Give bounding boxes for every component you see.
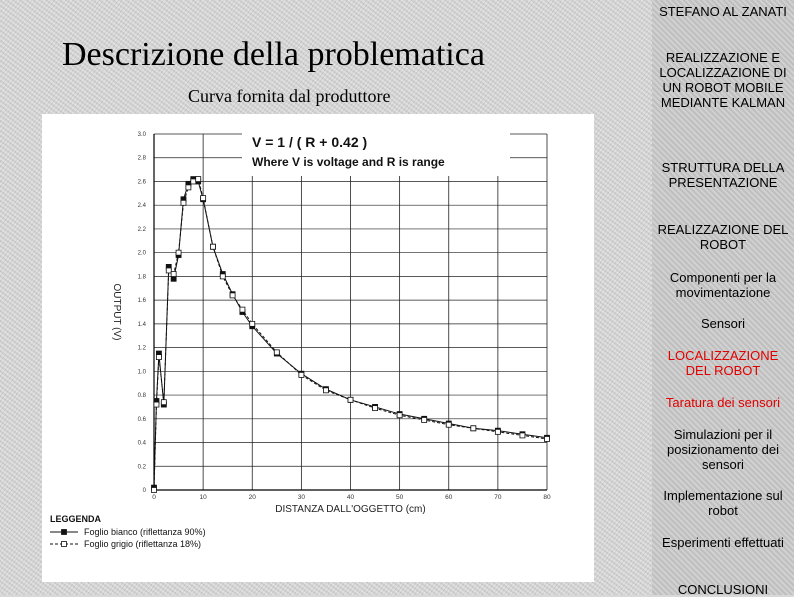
y-tick-label: 2.6: [137, 179, 146, 186]
data-point: [191, 179, 196, 184]
sidebar-item-simulazioni[interactable]: Simulazioni per il posizionamento dei sensori: [666, 427, 780, 472]
data-point: [471, 426, 476, 431]
x-tick-label: 60: [445, 494, 453, 501]
y-tick-label: 1.2: [137, 345, 146, 352]
data-point: [520, 433, 525, 438]
sidebar-item-localizzazione[interactable]: LOCALIZZAZIONE DEL ROBOT: [667, 348, 779, 378]
data-point: [230, 293, 235, 298]
data-point: [495, 429, 500, 434]
data-point: [171, 276, 176, 281]
sidebar-nav: [652, 0, 794, 595]
legend-title: LEGGENDA: [50, 514, 102, 524]
data-point: [176, 250, 181, 255]
y-axis-label: OUTPUT (V): [111, 283, 122, 341]
data-point: [250, 321, 255, 326]
sidebar-item-author[interactable]: STEFANO AL ZANATI: [659, 4, 787, 19]
y-tick-label: 0.6: [137, 416, 146, 423]
x-axis-label: DISTANZA DALL'OGGETTO (cm): [275, 504, 426, 515]
y-tick-label: 1.4: [137, 321, 146, 328]
data-point: [348, 397, 353, 402]
chart-panel: [42, 114, 594, 582]
data-point: [240, 307, 245, 312]
y-tick-label: 0: [142, 488, 146, 494]
slide-title: Descrizione della problematica: [62, 36, 485, 73]
y-tick-label: 0.8: [137, 393, 146, 400]
y-tick-label: 1.6: [137, 298, 146, 305]
x-tick-label: 50: [396, 494, 404, 501]
data-point: [323, 388, 328, 393]
sidebar-item-esperimenti[interactable]: Esperimenti effettuati: [662, 535, 784, 550]
sidebar-item-thesis-title[interactable]: REALIZZAZIONE E LOCALIZZAZIONE DI UN ROBOT MOBILE MEDIANTE KALMAN: [659, 50, 787, 110]
data-point: [154, 402, 159, 407]
chart-svg: [42, 114, 594, 582]
data-point: [201, 196, 206, 201]
sidebar-item-conclusioni[interactable]: CONCLUSIONI: [677, 582, 769, 597]
data-point: [186, 185, 191, 190]
y-tick-label: 1.8: [137, 274, 146, 281]
sidebar-item-taratura[interactable]: Taratura dei sensori: [665, 395, 781, 410]
data-point: [220, 274, 225, 279]
legend-marker: [62, 530, 67, 535]
x-tick-label: 20: [248, 494, 256, 501]
data-point: [446, 422, 451, 427]
data-point: [156, 355, 161, 360]
data-point: [152, 488, 157, 493]
sidebar-item-sensori[interactable]: Sensori: [700, 316, 746, 331]
x-tick-label: 0: [152, 494, 156, 501]
legend-entry: Foglio grigio (riflettanza 18%): [84, 539, 202, 549]
x-tick-label: 70: [494, 494, 502, 501]
data-point: [171, 272, 176, 277]
y-tick-label: 2.2: [137, 226, 146, 233]
x-tick-label: 40: [346, 494, 355, 501]
data-point: [545, 436, 550, 441]
formula-annotation: V = 1 / ( R + 0.42 ): [252, 134, 368, 150]
y-tick-label: 0.4: [137, 440, 146, 447]
data-point: [299, 372, 304, 377]
data-point: [397, 413, 402, 418]
data-point: [166, 268, 171, 273]
y-tick-label: 3.0: [137, 132, 146, 138]
legend-marker: [62, 542, 67, 547]
y-tick-label: 1.0: [137, 369, 146, 376]
sidebar-item-componenti[interactable]: Componenti per la movimentazione: [669, 270, 777, 300]
x-tick-label: 30: [297, 494, 305, 501]
sidebar-item-implementazione[interactable]: Implementazione sul robot: [663, 488, 783, 518]
data-point: [196, 177, 201, 182]
y-tick-label: 0.2: [137, 464, 146, 471]
x-tick-label: 10: [199, 494, 207, 501]
data-point: [210, 244, 215, 249]
data-point: [161, 400, 166, 405]
legend-entry: Foglio bianco (riflettanza 90%): [84, 527, 206, 537]
data-point: [422, 417, 427, 422]
data-point: [181, 200, 186, 205]
data-point: [274, 350, 279, 355]
data-point: [373, 406, 378, 411]
sidebar-item-realizzazione-robot[interactable]: REALIZZAZIONE DEL ROBOT: [657, 222, 789, 252]
sidebar-item-struttura[interactable]: STRUTTURA DELLA PRESENTAZIONE: [661, 160, 785, 190]
formula-description: Where V is voltage and R is range: [252, 155, 445, 169]
slide-subtitle: Curva fornita dal produttore: [188, 86, 391, 106]
y-tick-label: 2.8: [137, 155, 146, 162]
y-tick-label: 2.4: [137, 203, 146, 210]
x-tick-label: 80: [543, 494, 551, 501]
y-tick-label: 2.0: [137, 250, 146, 257]
